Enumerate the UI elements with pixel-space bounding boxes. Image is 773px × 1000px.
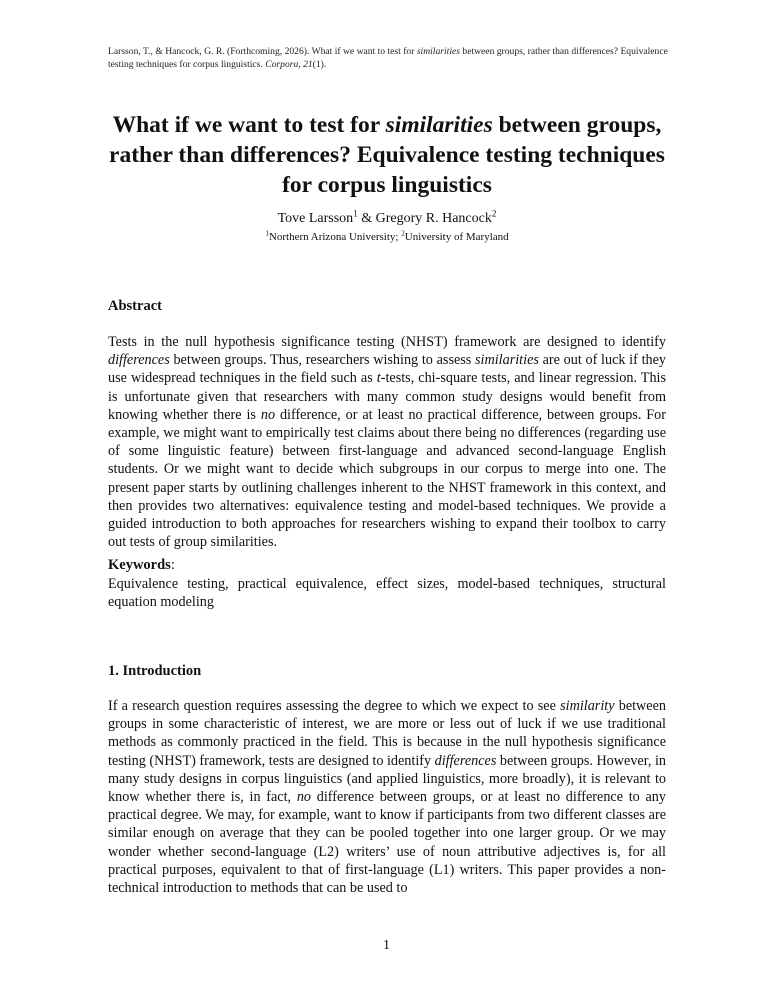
journal-name: Corpora: [265, 59, 299, 70]
running-head: Larsson, T., & Hancock, G. R. (Forthcoming, 2026). What if we want to test for similarities between groups, rather than differences? Equivalence testing techniques for corpus linguistics. Corpora, 21(1).: [108, 46, 668, 70]
abstract-heading: Abstract: [108, 298, 162, 314]
introduction-body: If a research question requires assessing the degree to which we expect to see similarity between groups in some characteristic of interest, we are more or less out of luck if we use traditional methods as commonly practiced in the field. This is because in the null hypothesis significance testing (NHST) framework, tests are designed to identify differences between groups. However, in many study designs in corpus linguistics (and applied linguistics, more broadly), it is relevant to know whether there is, in fact, no difference between groups, or at least no difference to any practical degree. We may, for example, want to know if participants from two different classes are similar enough on average that they can be pooled together into one larger group. Or we may wonder whether second-language (L2) writers’ use of noun attributive adjectives is, for all practical purposes, equivalent to that of first-language (L1) writers. This paper provides a non-technical introduction to methods that can be used to: [108, 698, 666, 897]
introduction-heading: 1. Introduction: [108, 663, 202, 679]
author-2: Gregory R. Hancock: [375, 211, 492, 226]
keywords-heading: Keywords:: [108, 557, 175, 573]
page-number: 1: [383, 938, 390, 953]
author-1: Tove Larsson: [277, 211, 354, 226]
affiliations: $^1$Northern Arizona University; $^2$University of Maryland: [265, 229, 509, 243]
abstract-body: Tests in the null hypothesis significance testing (NHST) framework are designed to identify differences between groups. Thus, researchers wishing to assess similarities are out of luck if they use widespread techniques in the field such as t-tests, chi-square tests, and linear regression. This is unfortunate given that researchers with many common study designs would benefit from knowing whether there is no difference, or at least no practical difference, between groups. For example, we might want to empirically test claims about there being no differences (regarding use of some linguistic feature) between first-language and advanced second-language English students. Or we might want to decide which subgroups in our corpus to merge into one. The present paper starts by outlining challenges inherent to the NHST framework in this context, and then provides two alternatives: equivalence testing and model-based techniques. We provide a guided introduction to both approaches for researchers wishing to expand their toolbox to carry out tests of group similarities.: [108, 334, 667, 551]
author-line: Tove Larsson$^1$ & Gregory R. Hancock$^2$: [277, 208, 497, 226]
keywords-list: Equivalence testing, practical equivalence, effect sizes, model-based techniques, structural equation modeling: [108, 576, 666, 611]
paper-title: What if we want to test for similarities between groups, rather than differences? Equivalence testing techniques for corpus linguistics: [109, 112, 665, 198]
